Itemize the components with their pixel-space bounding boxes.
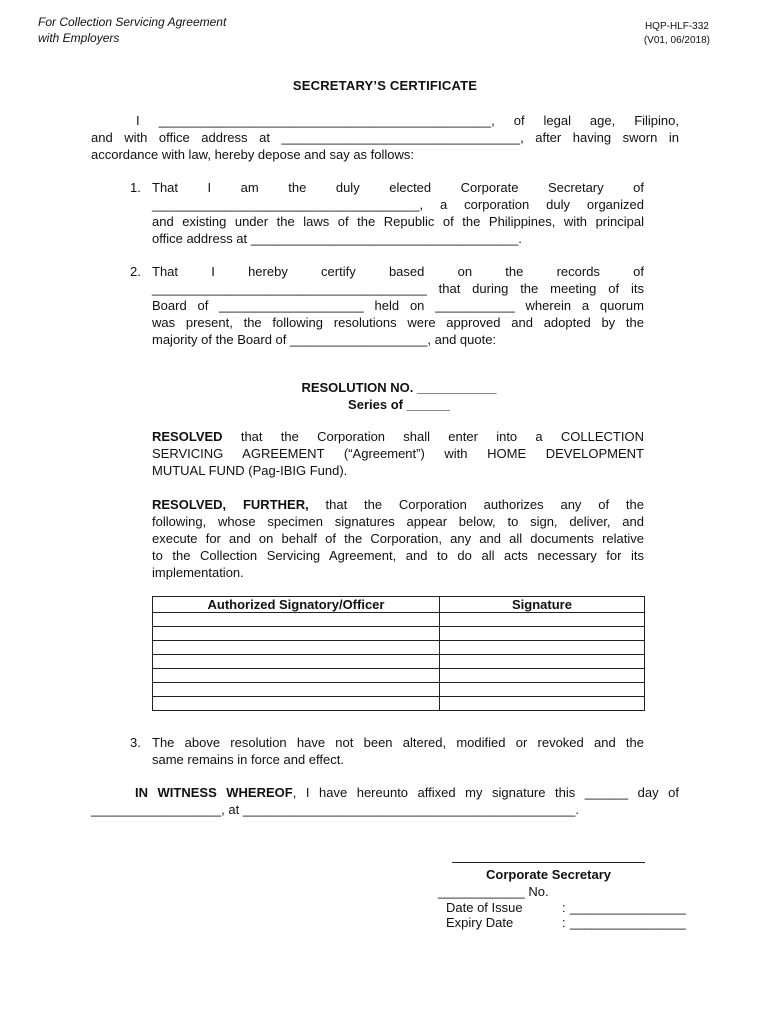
signature-cell[interactable]	[440, 669, 645, 683]
page-title: SECRETARY’S CERTIFICATE	[292, 78, 478, 93]
signature-line[interactable]	[452, 862, 645, 863]
header-left	[38, 14, 226, 46]
expiry-date-colon: :	[562, 915, 566, 930]
date-of-issue-label: Date of Issue	[446, 900, 523, 915]
resolved-further-line1: that the Corporation authorizes any of the	[308, 497, 644, 512]
officer-cell[interactable]	[153, 613, 440, 627]
officer-cell[interactable]	[153, 655, 440, 669]
header-right	[644, 20, 710, 48]
table-row[interactable]	[153, 627, 645, 641]
item2-number: 2.	[130, 264, 141, 279]
intro-line1: I ______________________________________________, of legal age, Filipino,	[136, 113, 679, 128]
resolved-paragraph-1	[152, 428, 644, 479]
table-row[interactable]	[153, 697, 645, 711]
table-row[interactable]	[153, 683, 645, 697]
form-code: HQP-HLF-332	[644, 21, 709, 32]
item1-line2: _____________________________________, a corporation duly organized	[152, 197, 644, 212]
item2-paragraph	[152, 263, 644, 348]
expiry-date-label: Expiry Date	[446, 915, 514, 930]
resolution-number: RESOLUTION NO. ___________	[301, 380, 497, 395]
item1-number: 1.	[130, 180, 141, 195]
item2-line3: Board of ____________________ held on ___________ wherein a quorum	[152, 298, 644, 313]
resolution-series: Series of ______	[348, 397, 450, 412]
item3-paragraph	[152, 734, 644, 768]
item3-number: 3.	[130, 735, 141, 750]
resolved-paragraph-2	[152, 496, 644, 581]
resolved-further-line2: following, whose specimen signatures appear below, to sign, deliver, and	[152, 514, 644, 529]
resolved-further-label: RESOLVED, FURTHER,	[152, 497, 309, 512]
signature-cell[interactable]	[440, 683, 645, 697]
officer-cell[interactable]	[153, 697, 440, 711]
intro-line2: and with office address at _________________________________, after having sworn in	[91, 130, 679, 145]
form-version: (V01, 06/2018)	[643, 35, 710, 46]
table-row[interactable]	[153, 641, 645, 655]
signature-cell[interactable]	[440, 697, 645, 711]
table-header-officer: Authorized Signatory/Officer	[153, 597, 440, 613]
item1-line3: and existing under the laws of the Republic of the Philippines, with principal	[152, 214, 644, 229]
table-row[interactable]	[153, 613, 645, 627]
resolved-further-line3: execute for and on behalf of the Corporation, any and all documents relative	[152, 531, 644, 546]
table-header-signature: Signature	[440, 597, 645, 613]
item1-line1: That I am the duly elected Corporate Secretary of	[152, 180, 644, 195]
expiry-date-field[interactable]: ________________	[570, 915, 686, 930]
item1-line4: office address at _____________________________________.	[152, 231, 522, 246]
resolved-further-line5: implementation.	[152, 565, 244, 580]
resolved-further-line4: to the Collection Servicing Agreement, and to do all acts necessary for its	[152, 548, 644, 563]
officer-cell[interactable]	[153, 641, 440, 655]
resolved-line1: that the Corporation shall enter into a COLLECTION	[222, 429, 644, 444]
signature-cell[interactable]	[440, 627, 645, 641]
resolved-line2: SERVICING AGREEMENT (“Agreement”) with HOME DEVELOPMENT	[152, 446, 644, 461]
date-of-issue-field[interactable]: ________________	[570, 900, 686, 915]
date-of-issue-colon: :	[562, 900, 566, 915]
witness-paragraph	[91, 784, 679, 818]
officer-cell[interactable]	[153, 683, 440, 697]
item3-line1: The above resolution have not been altered, modified or revoked and the	[152, 735, 644, 750]
witness-line1: , I have hereunto affixed my signature this ______ day of	[292, 785, 679, 800]
table-row[interactable]	[153, 655, 645, 669]
item1-paragraph	[152, 179, 644, 247]
witness-label: IN WITNESS WHEREOF	[135, 785, 293, 800]
item2-line5: majority of the Board of ___________________, and quote:	[152, 332, 497, 347]
table-row[interactable]	[153, 669, 645, 683]
officer-cell[interactable]	[153, 627, 440, 641]
signature-cell[interactable]	[440, 613, 645, 627]
item2-line1: That I hereby certify based on the records of	[152, 264, 644, 279]
officer-cell[interactable]	[153, 669, 440, 683]
signatory-table	[152, 596, 645, 711]
corporate-secretary-title: Corporate Secretary	[486, 867, 611, 882]
intro-line3: accordance with law, hereby depose and say as follows:	[91, 147, 415, 162]
item3-line2: same remains in force and effect.	[152, 752, 344, 767]
intro-paragraph	[91, 112, 679, 163]
signature-cell[interactable]	[440, 655, 645, 669]
item2-line2: ______________________________________ that during the meeting of its	[152, 281, 644, 296]
signature-cell[interactable]	[440, 641, 645, 655]
resolved-label: RESOLVED	[152, 429, 223, 444]
header-left-line2: with Employers	[38, 31, 120, 45]
header-left-line1: For Collection Servicing Agreement	[38, 15, 227, 29]
witness-line2: __________________, at ______________________________________________.	[91, 802, 580, 817]
secretary-id-number: ____________ No.	[438, 884, 549, 899]
item2-line4: was present, the following resolutions were approved and adopted by the	[152, 315, 644, 330]
resolved-line3: MUTUAL FUND (Pag-IBIG Fund).	[152, 463, 348, 478]
